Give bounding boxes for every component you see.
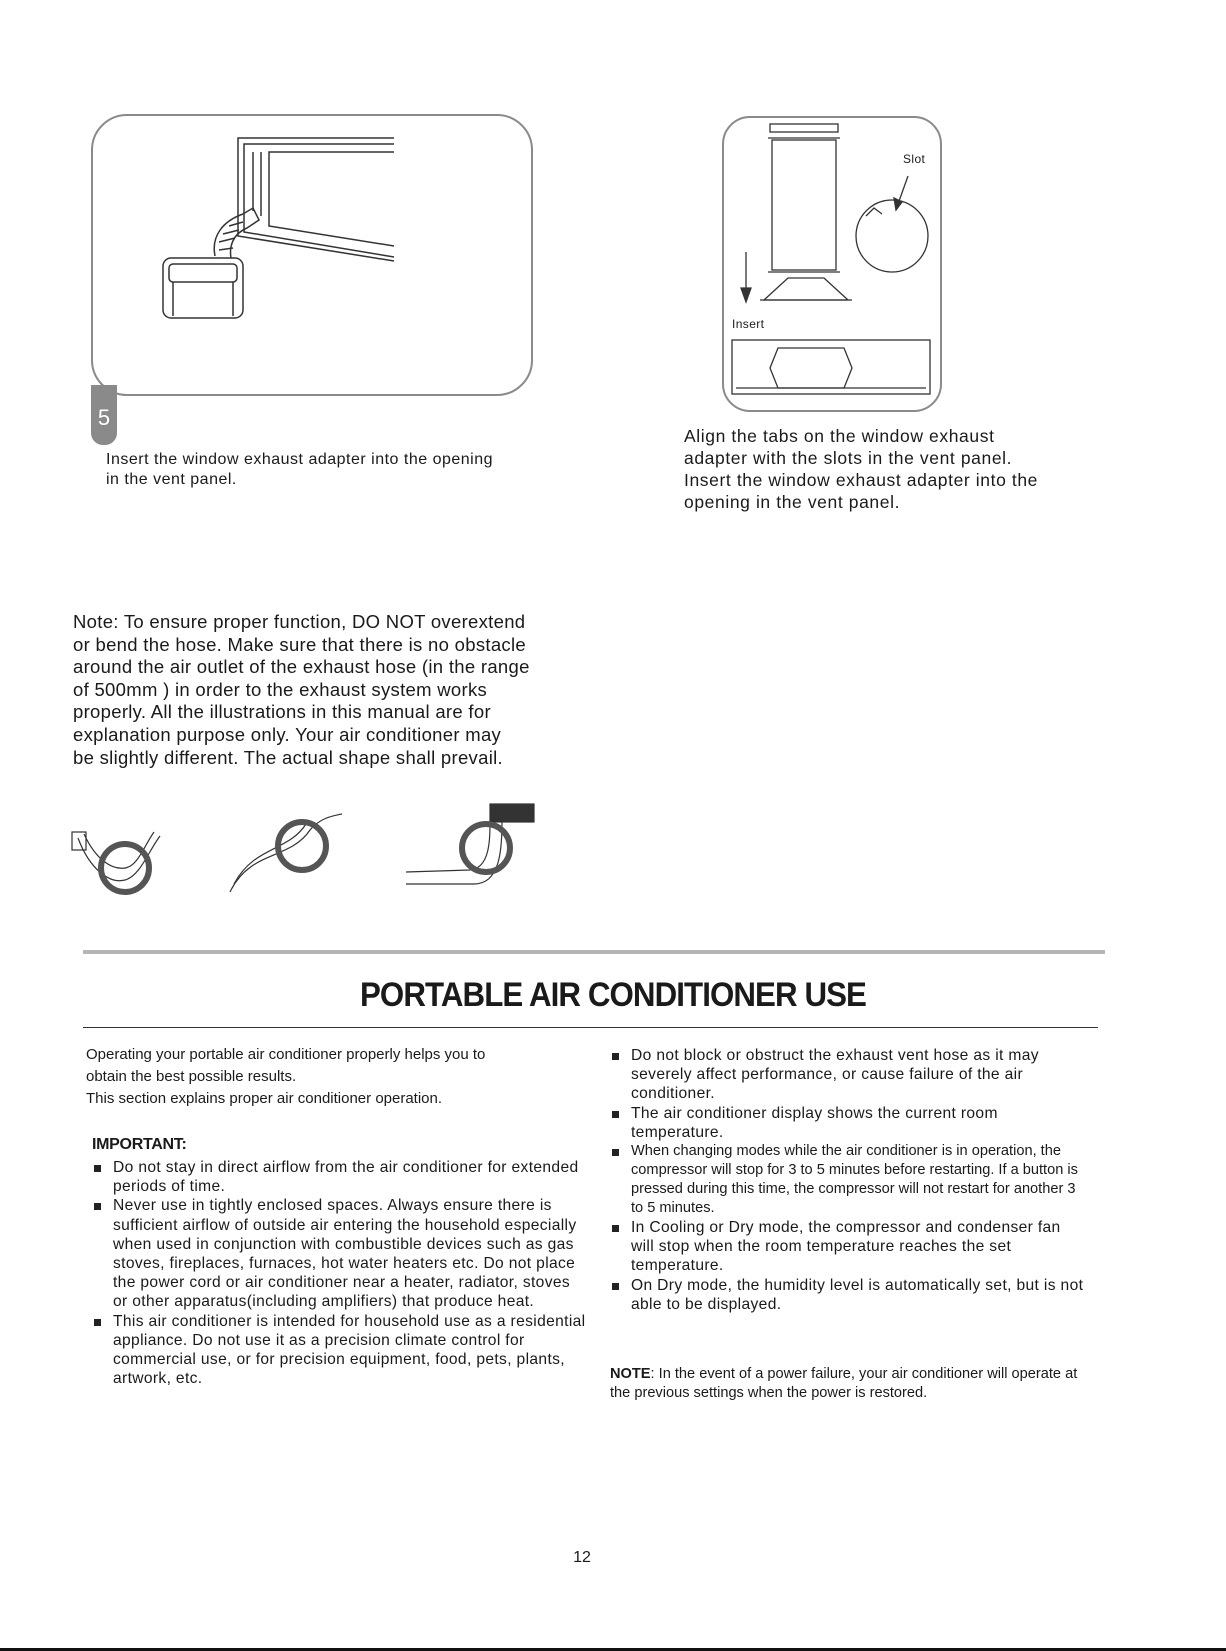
note-line: of 500mm ) in order to the exhaust system works [73, 678, 488, 700]
left-column [86, 1044, 586, 1388]
hose-kinked-icon [406, 804, 534, 884]
list-item: On Dry mode, the humidity level is automatically set, but is not able to be displayed. [604, 1276, 1084, 1314]
illustration-vent-panel [722, 116, 942, 412]
intro-line: Operating your portable air conditioner properly helps you to [86, 1046, 486, 1063]
list-item: The air conditioner display shows the current room temperature. [604, 1104, 1084, 1142]
list-item: When changing modes while the air conditioner is in operation, the compressor will stop for 3 to 5 minutes before restarting. If a button is pressed during this time, the compressor will not restart for another 3 to 5 minutes. [604, 1142, 1084, 1218]
vent-caption-line: adapter with the slots in the vent panel. [684, 448, 1013, 468]
list-item: In Cooling or Dry mode, the compressor and condenser fan will stop when the room temperature reaches the set temperature. [604, 1218, 1084, 1276]
vent-caption-line: opening in the vent panel. [684, 492, 901, 512]
illustration-window-adapter [91, 114, 533, 396]
power-failure-note [610, 1365, 1090, 1403]
note-line: Note: To ensure proper function, DO NOT overextend [73, 611, 526, 632]
list-item: Do not stay in direct airflow from the air conditioner for extended periods of time. [86, 1158, 586, 1196]
note-line: explanation purpose only. Your air conditioner may [73, 723, 502, 745]
important-heading: IMPORTANT: [92, 1136, 187, 1153]
vent-panel-caption [684, 425, 1084, 513]
vent-caption-line: Insert the window exhaust adapter into the [684, 470, 1039, 490]
step-caption-line: Insert the window exhaust adapter into the opening [106, 451, 494, 468]
list-item: Never use in tightly enclosed spaces. Always ensure there is sufficient airflow of outside air entering the household especially when used in conjunction with combustible devices such as gas stoves, fireplaces, furnaces, hot water heaters etc. Do not place the power cord or air conditioner near a heater, radiator, stoves or other apparatus(including amplifiers) that produce heat. [86, 1196, 586, 1311]
hose-bent-down-icon [72, 832, 160, 892]
note-label: NOTE [610, 1366, 651, 1382]
hose-do-not-illustrations [70, 800, 550, 900]
note-line: or bend the hose. Make sure that there is no obstacle [73, 633, 526, 655]
section-divider [83, 950, 1105, 954]
list-item: This air conditioner is intended for household use as a residential appliance. Do not use it as a precision climate control for commercial use, or for precision equipment, food, pets, plants, artwork, etc. [86, 1312, 586, 1389]
intro-line: This section explains proper air conditioner operation. [86, 1090, 443, 1107]
intro-line: obtain the best possible results. [86, 1068, 297, 1085]
window-adapter-drawing [93, 116, 531, 394]
hose-overextended-icon [230, 814, 342, 892]
note-line: be slightly different. The actual shape shall prevail. [73, 746, 503, 768]
note-line: around the air outlet of the exhaust hose (in the range [73, 656, 530, 678]
insert-label: Insert [732, 317, 765, 331]
intro-paragraph [86, 1044, 586, 1110]
hose-note [73, 611, 593, 769]
section-title: PORTABLE AIR CONDITIONER USE [359, 976, 867, 1014]
step-caption [106, 450, 566, 490]
operation-list [604, 1046, 1084, 1314]
page-number: 12 [573, 1549, 591, 1566]
title-underline [83, 1027, 1098, 1028]
vent-caption-line: Align the tabs on the window exhaust [684, 426, 995, 446]
step-number-badge: 5 [91, 385, 117, 445]
note-text: : In the event of a power failure, your air conditioner will operate at the previous settings when the power is restored. [610, 1366, 1078, 1401]
important-list [86, 1158, 586, 1388]
slot-label: Slot [903, 152, 926, 166]
step-caption-line: in the vent panel. [106, 471, 237, 488]
right-column [604, 1046, 1084, 1314]
list-item: Do not block or obstruct the exhaust vent hose as it may severely affect performance, or cause failure of the air conditioner. [604, 1046, 1084, 1104]
note-line: properly. All the illustrations in this manual are for [73, 701, 491, 723]
